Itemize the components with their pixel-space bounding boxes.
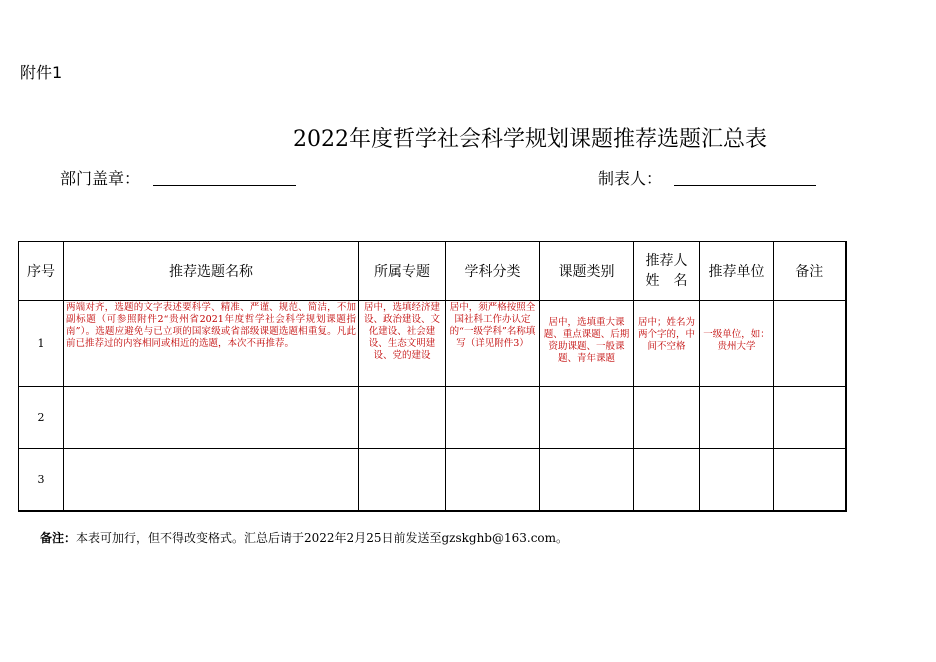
category-cell[interactable]: 居中，选填重大课题、重点课题、后期资助课题、一般课题、青年课题 bbox=[540, 301, 634, 387]
table-row bbox=[19, 449, 846, 511]
page-title: 2022年度哲学社会科学规划课题推荐选题汇总表 bbox=[293, 127, 767, 152]
discipline-cell[interactable]: 居中，须严格按照全国社科工作办认定的“一级学科”名称填写（详见附件3） bbox=[446, 301, 540, 387]
preparer-blank bbox=[674, 185, 816, 186]
table-row bbox=[19, 387, 846, 449]
footer-note-label: 备注： bbox=[40, 531, 77, 545]
category-cell[interactable] bbox=[540, 387, 634, 449]
dept-seal-blank bbox=[153, 185, 296, 186]
footer-note-text: 本表可加行，但不得改变格式。汇总后请于2022年2月25日前发送至gzskghb@163.com。 bbox=[76, 531, 569, 545]
preparer-label: 制表人： bbox=[598, 169, 663, 188]
remark-cell[interactable] bbox=[774, 387, 846, 449]
unit-cell[interactable] bbox=[700, 387, 774, 449]
col-header-category: 课题类别 bbox=[540, 242, 634, 301]
col-header-topic: 推荐选题名称 bbox=[64, 242, 359, 301]
col-header-no: 序号 bbox=[19, 242, 64, 301]
attachment-label: 附件1 bbox=[20, 63, 63, 82]
topic-cell[interactable]: 两端对齐，选题的文字表述要科学、精准、严谨、规范、简洁，不加副标题（可参照附件2“贵州省2021年度哲学社会科学规划课题指南”）。选题应避免与已立项的国家级或省部级课题选题相重复。凡此前已推荐过的内容相同或相近的选题，本次不再推荐。 bbox=[64, 301, 359, 387]
col-header-theme: 所属专题 bbox=[359, 242, 446, 301]
category-cell[interactable] bbox=[540, 449, 634, 511]
theme-cell[interactable] bbox=[359, 387, 446, 449]
row-no: 2 bbox=[19, 387, 64, 449]
col-header-recommender: 推荐人 姓 名 bbox=[634, 242, 700, 301]
remark-cell[interactable] bbox=[774, 301, 846, 387]
topic-cell[interactable] bbox=[64, 449, 359, 511]
recommender-cell[interactable]: 居中；姓名为两个字的，中间不空格 bbox=[634, 301, 700, 387]
col-header-unit: 推荐单位 bbox=[700, 242, 774, 301]
unit-cell[interactable]: 一级单位，如：贵州大学 bbox=[700, 301, 774, 387]
unit-cell[interactable] bbox=[700, 449, 774, 511]
table-row bbox=[19, 301, 846, 387]
recommendation-table bbox=[18, 241, 847, 512]
col-header-discipline: 学科分类 bbox=[446, 242, 540, 301]
table-header-row bbox=[19, 242, 846, 301]
discipline-cell[interactable] bbox=[446, 387, 540, 449]
topic-cell[interactable] bbox=[64, 387, 359, 449]
theme-cell[interactable]: 居中，选填经济建设、政治建设、文化建设、社会建设、生态文明建设、党的建设 bbox=[359, 301, 446, 387]
footer-note bbox=[40, 529, 568, 546]
dept-seal-label: 部门盖章： bbox=[60, 169, 141, 188]
remark-cell[interactable] bbox=[774, 449, 846, 511]
discipline-cell[interactable] bbox=[446, 449, 540, 511]
row-no: 1 bbox=[19, 301, 64, 387]
recommender-cell[interactable] bbox=[634, 449, 700, 511]
col-header-remark: 备注 bbox=[774, 242, 846, 301]
row-no: 3 bbox=[19, 449, 64, 511]
recommender-cell[interactable] bbox=[634, 387, 700, 449]
theme-cell[interactable] bbox=[359, 449, 446, 511]
